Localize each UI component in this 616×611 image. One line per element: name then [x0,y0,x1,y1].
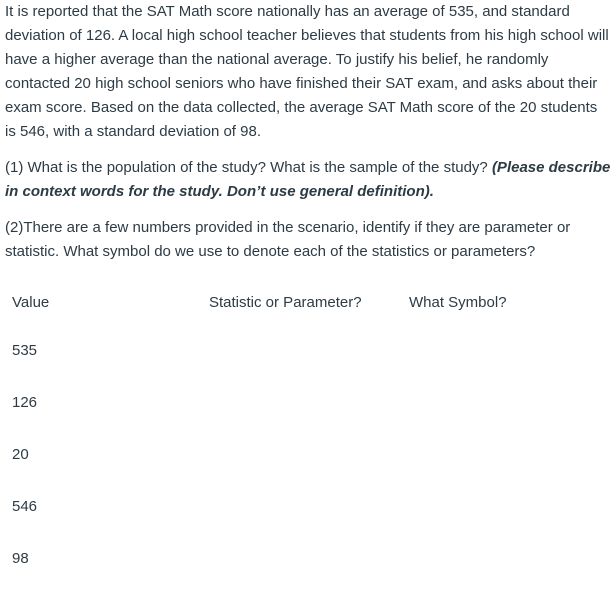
scenario-paragraph: It is reported that the SAT Math score nationally has an average of 535, and standard deviation of 126. A local high school teacher believes that students from his high school will have a higher average than the national average. To justify his belief, he randomly contacted 20 high school seniors who have finished their SAT exam, and asks about their exam score. Based on the data collected, the average SAT Math score of the 20 students is 546, with a standard deviation of 98. [5,3,609,140]
header-value: Value [12,293,50,311]
question-1-text: (1) What is the population of the study? What is the sample of the study? [5,159,492,176]
symbol-cell [409,532,609,584]
value-cell: 20 [12,445,29,463]
header-what-symbol: What Symbol? [409,293,507,311]
type-cell [209,324,409,376]
values-table [5,280,609,584]
value-cell: 98 [12,549,29,567]
question-1-emphasis: (Please describe in context words for the study. Don’t use general definition). [5,159,611,200]
symbol-cell [409,324,609,376]
table-row [5,428,609,480]
table-row [5,324,609,376]
question-content [5,0,611,264]
value-cell: 126 [12,393,38,411]
type-cell [209,480,409,532]
value-cell: 535 [12,341,38,359]
type-cell [209,428,409,480]
symbol-cell [409,480,609,532]
table-row [5,532,609,584]
table-row [5,480,609,532]
question-2: (2)There are a few numbers provided in the scenario, identify if they are parameter or statistic. What symbol do we use to denote each of the statistics or parameters? [5,219,571,260]
type-cell [209,532,409,584]
table-header-row [5,280,609,324]
question-1 [5,156,611,204]
symbol-cell [409,428,609,480]
symbol-cell [409,376,609,428]
value-cell: 546 [12,497,38,515]
type-cell [209,376,409,428]
table-row [5,376,609,428]
header-statistic-or-parameter: Statistic or Parameter? [209,293,362,311]
